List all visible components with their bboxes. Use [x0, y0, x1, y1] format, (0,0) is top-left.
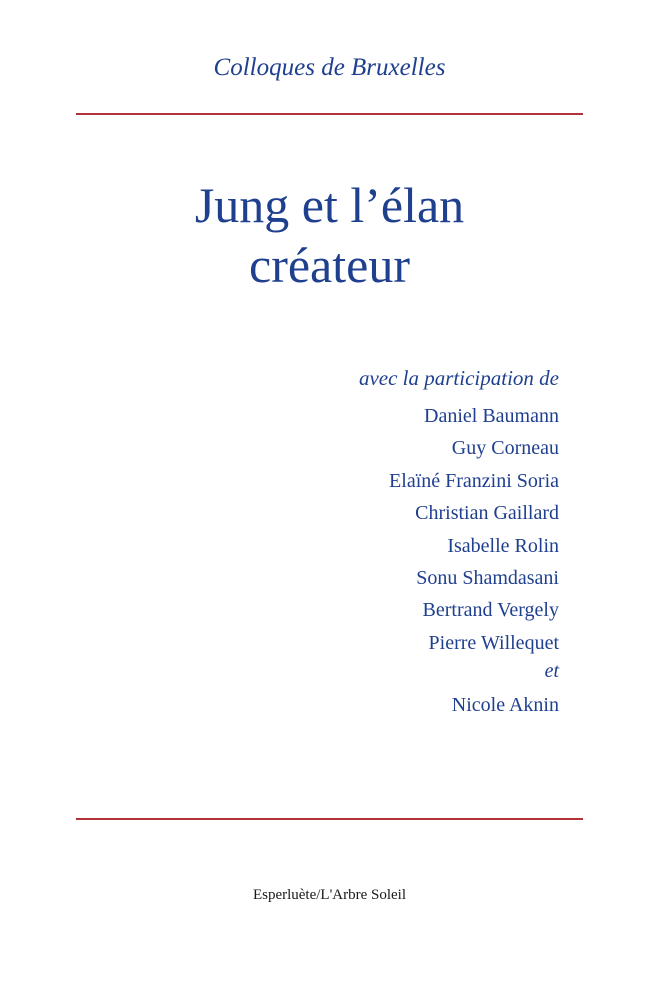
book-title-line-2: créateur	[249, 237, 410, 293]
contributor-list	[359, 400, 559, 659]
series-title: Colloques de Bruxelles	[213, 54, 446, 81]
bottom-divider	[76, 818, 583, 820]
top-divider	[76, 113, 583, 115]
contributor-name: Sonu Shamdasani	[416, 567, 559, 590]
contributor-name: Isabelle Rolin	[447, 534, 559, 557]
credits-block	[359, 362, 559, 721]
last-contributor-name: Nicole Aknin	[451, 694, 559, 717]
contributor-name: Pierre Willequet	[428, 631, 559, 654]
participation-intro: avec la participation de	[358, 366, 559, 390]
book-title	[0, 175, 659, 295]
contributor-name: Daniel Baumann	[424, 405, 559, 427]
book-title-line-1: Jung et l’élan	[194, 177, 465, 233]
contributor-name: Bertrand Vergely	[422, 599, 559, 622]
contributor-name: Christian Gaillard	[415, 502, 559, 525]
publisher-name: Esperluète/L'Arbre Soleil	[252, 887, 407, 903]
conjunction-et: et	[544, 660, 559, 683]
contributor-name: Guy Corneau	[451, 437, 559, 460]
contributor-name: Elaïné Franzini Soria	[389, 469, 559, 492]
